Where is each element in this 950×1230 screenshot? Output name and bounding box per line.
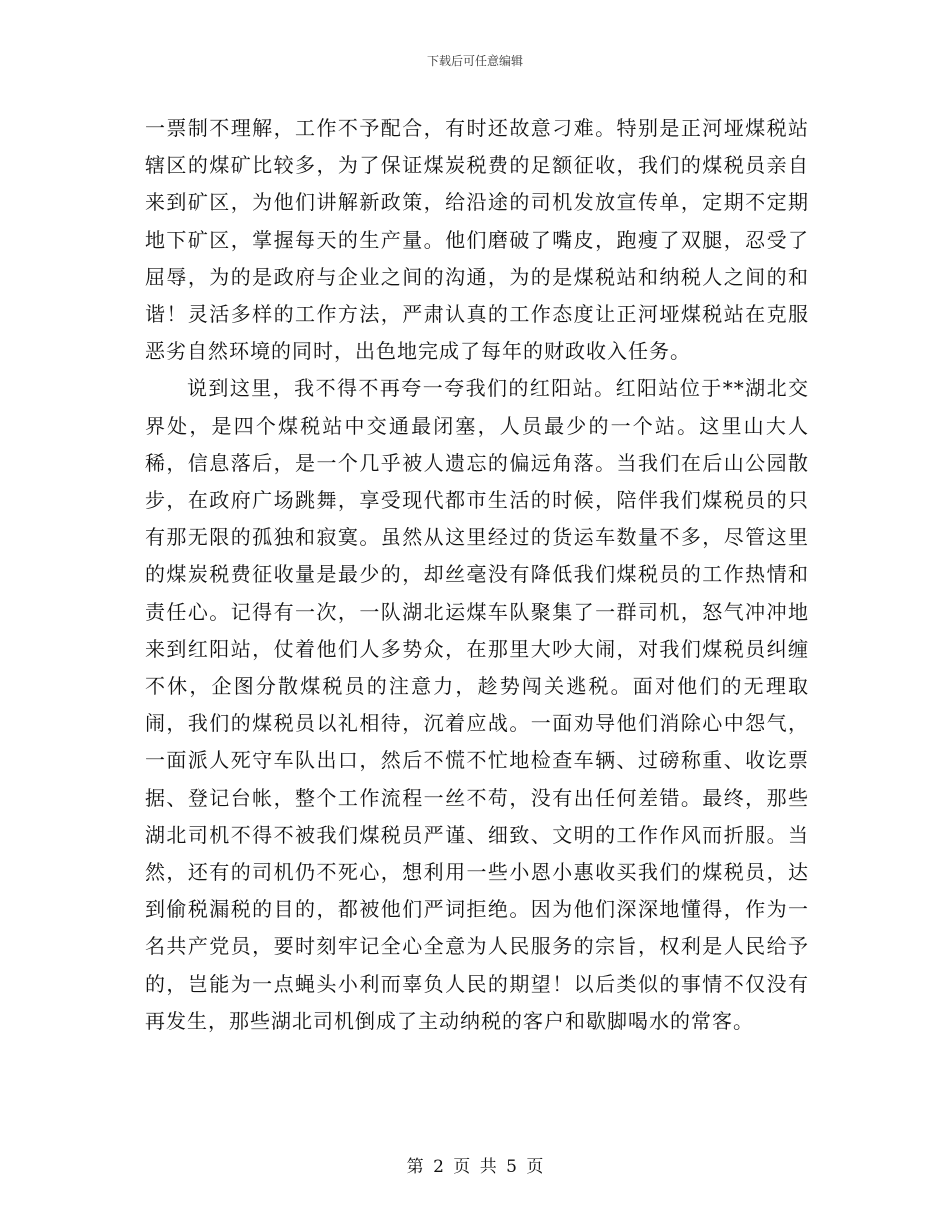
page-number: 第 2 页 共 5 页 (406, 1157, 544, 1177)
paragraph-1: 一票制不理解，工作不予配合，有时还故意刁难。特别是正河垭煤税站辖区的煤矿比较多，为了保证煤炭税费的足额征收，我们的煤税员亲自来到矿区，为他们讲解新政策，给沿途的司机发放宣传单，定期不定期地下矿区，掌握每天的生产量。他们磨破了嘴皮，跑瘦了双腿，忍受了屈辱，为的是政府与企业之间的沟通，为的是煤税站和纳税人之间的和谐！灵活多样的工作方法，严肃认真的工作态度让正河垭煤税站在克服恶劣自然环境的同时，出色地完成了每年的财政收入任务。 (145, 116, 809, 364)
page-header: 下载后可任意编辑 (426, 54, 523, 68)
paragraph-2: 说到这里，我不得不再夸一夸我们的红阳站。红阳站位于**湖北交界处，是四个煤税站中交通最闭塞，人员最少的一个站。这里山大人稀，信息落后，是一个几乎被人遗忘的偏远角落。当我们在后山公园散步，在政府广场跳舞，享受现代都市生活的时候，陪伴我们煤税员的只有那无限的孤独和寂寞。虽然从这里经过的货运车数量不多，尽管这里的煤炭税费征收量是最少的，却丝毫没有降低我们煤税员的工作热情和责任心。记得有一次，一队湖北运煤车队聚集了一群司机，怒气冲冲地来到红阳站，仗着他们人多势众，在那里大吵大闹，对我们煤税员纠缠不休，企图分散煤税员的注意力，趁势闯关逃税。面对他们的无理取闹，我们的煤税员以礼相待，沉着应战。一面劝导他们消除心中怨气，一面派人死守车队出口，然后不慌不忙地检查车辆、过磅称重、收讫票据、登记台帐，整个工作流程一丝不苟，没有出任何差错。最终，那些湖北司机不得不被我们煤税员严谨、细致、文明的工作作风而折服。当然，还有的司机仍不死心，想利用一些小恩小惠收买我们的煤税员，达到偷税漏税的目的，都被他们严词拒绝。因为他们深深地懂得，作为一名共产党员，要时刻牢记全心全意为人民服务的宗旨，权利是人民给予的，岂能为一点蝇头小利而辜负人民的期望！以后类似的事情不仅没有再发生，那些湖北司机倒成了主动纳税的客户和歇脚喝水的常客。 (145, 376, 809, 1033)
document-body (145, 110, 809, 1040)
